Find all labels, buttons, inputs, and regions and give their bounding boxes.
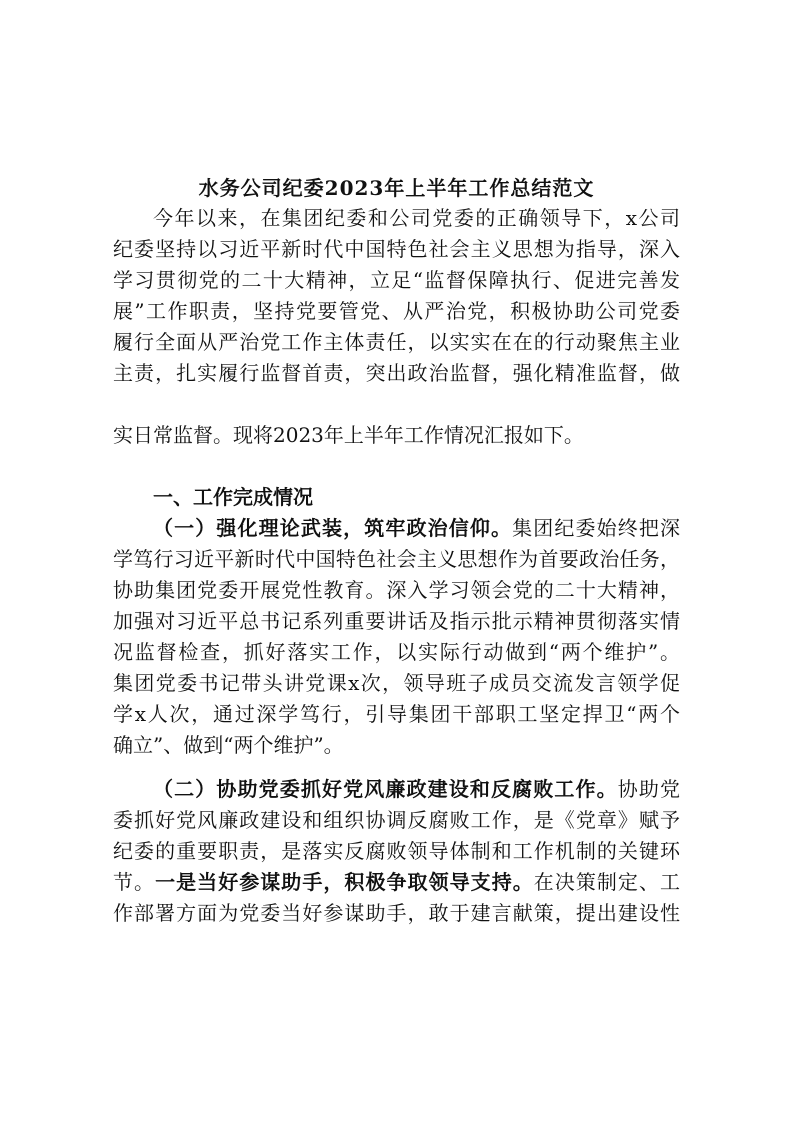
p1-line-4: 加强对习近平总书记系列重要讲话及指示批示精神贯彻落实情 xyxy=(113,609,680,633)
p2-line-5: 作部署方面为党委当好参谋助手，敢于建言献策，提出建设性 xyxy=(113,901,680,925)
p1-line-5: 况监督检查，抓好落实工作，以实际行动做到“两个维护”。 xyxy=(113,640,680,664)
intro-line-6: 主责，扎实履行监督首责，突出政治监督，强化精准监督，做 xyxy=(113,361,680,385)
p1-bold-lead: （一）强化理论武装，筑牢政治信仰。 xyxy=(153,516,513,540)
p1-line-3: 协助集团党委开展党性教育。深入学习领会党的二十大精神， xyxy=(113,578,680,602)
intro-line-2: 纪委坚持以习近平新时代中国特色社会主义思想为指导，深入 xyxy=(113,237,680,261)
p1-line-6: 集团党委书记带头讲党课x次，领导班子成员交流发言领学促 xyxy=(113,671,680,695)
p1-line-7: 学x人次，通过深学笃行，引导集团干部职工坚定捍卫“两个 xyxy=(113,702,680,726)
p2-first-rest: 协助党 xyxy=(617,777,680,801)
p2-line-4 xyxy=(113,868,680,896)
intro-line-1: 今年以来，在集团纪委和公司党委的正确领导下，x公司 xyxy=(153,206,680,230)
p2-line-1 xyxy=(113,775,680,803)
p2-line-2: 委抓好党风廉政建设和组织协调反腐败工作，是《党章》赋予 xyxy=(113,808,680,832)
p2-line4-bold: 一是当好参谋助手，积极争取领导支持。 xyxy=(155,870,534,894)
p2-line4-pre: 节。 xyxy=(113,870,156,894)
p2-line4-post: 在决策制定、工 xyxy=(533,870,681,894)
p1-line-8: 确立”、做到“两个维护”。 xyxy=(113,733,344,757)
p2-line-3: 纪委的重要职责，是落实反腐败领导体制和工作机制的关键环 xyxy=(113,839,680,863)
p2-bold-lead: （二）协助党委抓好党风廉政建设和反腐败工作。 xyxy=(153,777,618,801)
p1-line-1 xyxy=(113,514,680,542)
intro-line-5: 履行全面从严治党工作主体责任，以实实在在的行动聚焦主业 xyxy=(113,330,680,354)
p1-first-rest: 集团纪委始终把深 xyxy=(512,516,680,540)
intro-line-4: 展”工作职责，坚持党要管党、从严治党，积极协助公司党委 xyxy=(113,299,680,323)
p1-line-2: 学笃行习近平新时代中国特色社会主义思想作为首要政治任务， xyxy=(113,547,680,571)
intro-line-7: 实日常监督。现将2023年上半年工作情况汇报如下。 xyxy=(113,423,584,447)
intro-line-3: 学习贯彻党的二十大精神，立足“监督保障执行、促进完善发 xyxy=(113,268,680,292)
section-heading-1: 一、工作完成情况 xyxy=(153,485,313,509)
document-title: 水务公司纪委2023年上半年工作总结范文 xyxy=(198,176,595,200)
